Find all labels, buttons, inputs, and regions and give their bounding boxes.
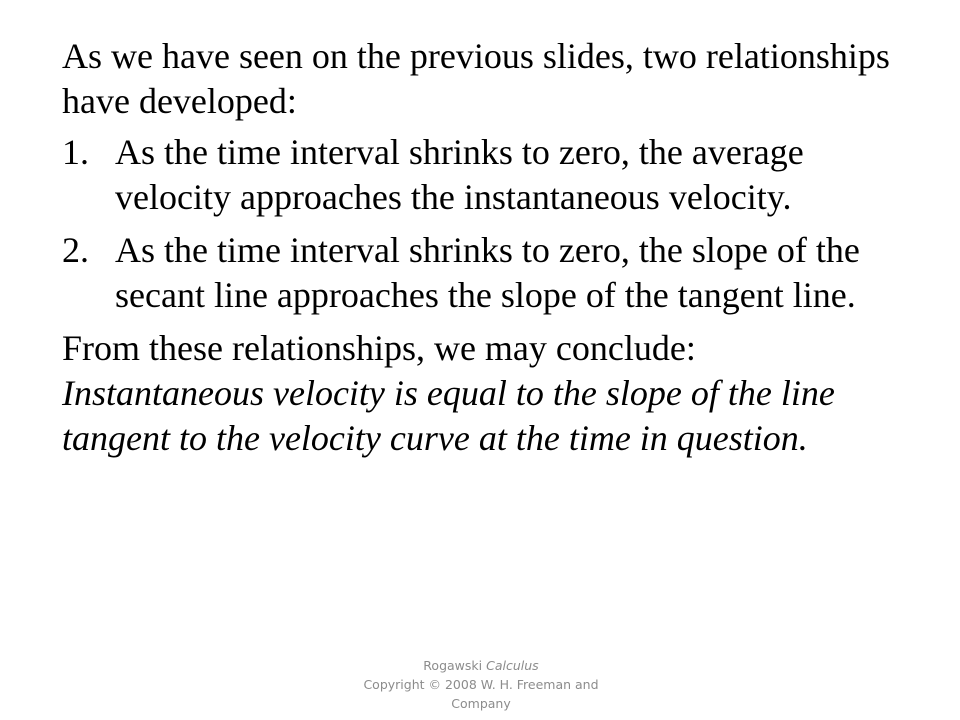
list-item-number: 1. — [62, 132, 89, 172]
footer-book-title: Calculus — [486, 658, 539, 673]
list-item — [62, 228, 922, 318]
intro-text: As we have seen on the previous slides, two relationships have developed: — [62, 36, 890, 121]
list-item — [62, 130, 922, 220]
conclusion-text: Instantaneous velocity is equal to the slope of the line tangent to the velocity curve at the time in question. — [62, 373, 835, 458]
footer-author: Rogawski — [423, 658, 483, 673]
list-item-text: As the time interval shrinks to zero, the slope of the secant line approaches the slope of the tangent line. — [115, 230, 860, 315]
list-item-number: 2. — [62, 230, 89, 270]
footer-credit — [340, 656, 622, 713]
lead-in-text: From these relationships, we may conclude: — [62, 328, 696, 368]
slide-body — [62, 34, 922, 461]
list-item-text: As the time interval shrinks to zero, the average velocity approaches the instantaneous velocity. — [115, 132, 804, 217]
relationships-list — [62, 130, 922, 318]
footer-copyright: Copyright © 2008 W. H. Freeman and Company — [363, 677, 599, 711]
